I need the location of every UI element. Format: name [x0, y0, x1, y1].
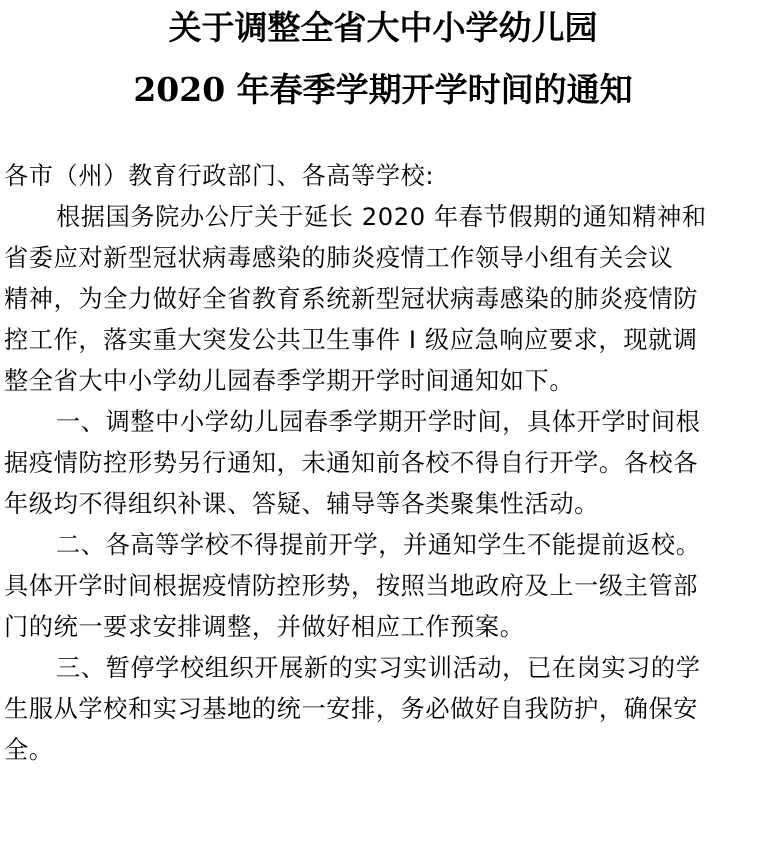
paragraph-item-1 — [4, 402, 764, 525]
paragraph-line: 精神，为全力做好全省教育系统新型冠状病毒感染的肺炎疫情防 — [4, 285, 699, 313]
paragraph-item-3 — [4, 648, 764, 771]
paragraph-line: 门的统一要求安排调整，并做好相应工作预案。 — [4, 613, 525, 641]
document-body — [4, 156, 764, 771]
document-title-line-1: 关于调整全省大中小学幼儿园 — [168, 8, 598, 47]
paragraph-line: 据疫情防控形势另行通知，未通知前各校不得自行开学。各校各 — [4, 449, 699, 477]
paragraph-item-2 — [4, 525, 764, 648]
paragraph-line: 二、各高等学校不得提前开学，并通知学生不能提前返校。 — [56, 531, 701, 559]
paragraph-line: 生服从学校和实习基地的统一安排，务必做好自我防护，确保安 — [4, 695, 699, 723]
paragraph-line: 三、暂停学校组织开展新的实习实训活动，已在岗实习的学 — [56, 654, 701, 682]
paragraph-line: 具体开学时间根据疫情防控形势，按照当地政府及上一级主管部 — [4, 572, 699, 600]
document-title-line-2: 2020 年春季学期开学时间的通知 — [133, 70, 633, 109]
paragraph-line: 年级均不得组织补课、答疑、辅导等各类聚集性活动。 — [4, 490, 599, 518]
paragraph-line: 省委应对新型冠状病毒感染的肺炎疫情工作领导小组有关会议 — [4, 244, 674, 272]
paragraph-line: 一、调整中小学幼儿园春季学期开学时间，具体开学时间根 — [56, 408, 701, 436]
salutation: 各市（州）教育行政部门、各高等学校: — [4, 162, 435, 190]
paragraph-line: 全。 — [4, 736, 54, 764]
paragraph-line: 根据国务院办公厅关于延长 2020 年春节假期的通知精神和 — [56, 203, 707, 231]
paragraph-line: 整全省大中小学幼儿园春季学期开学时间通知如下。 — [4, 367, 575, 395]
paragraph-intro — [4, 197, 764, 402]
paragraph-line: 控工作，落实重大突发公共卫生事件 I 级应急响应要求，现就调 — [4, 326, 698, 354]
